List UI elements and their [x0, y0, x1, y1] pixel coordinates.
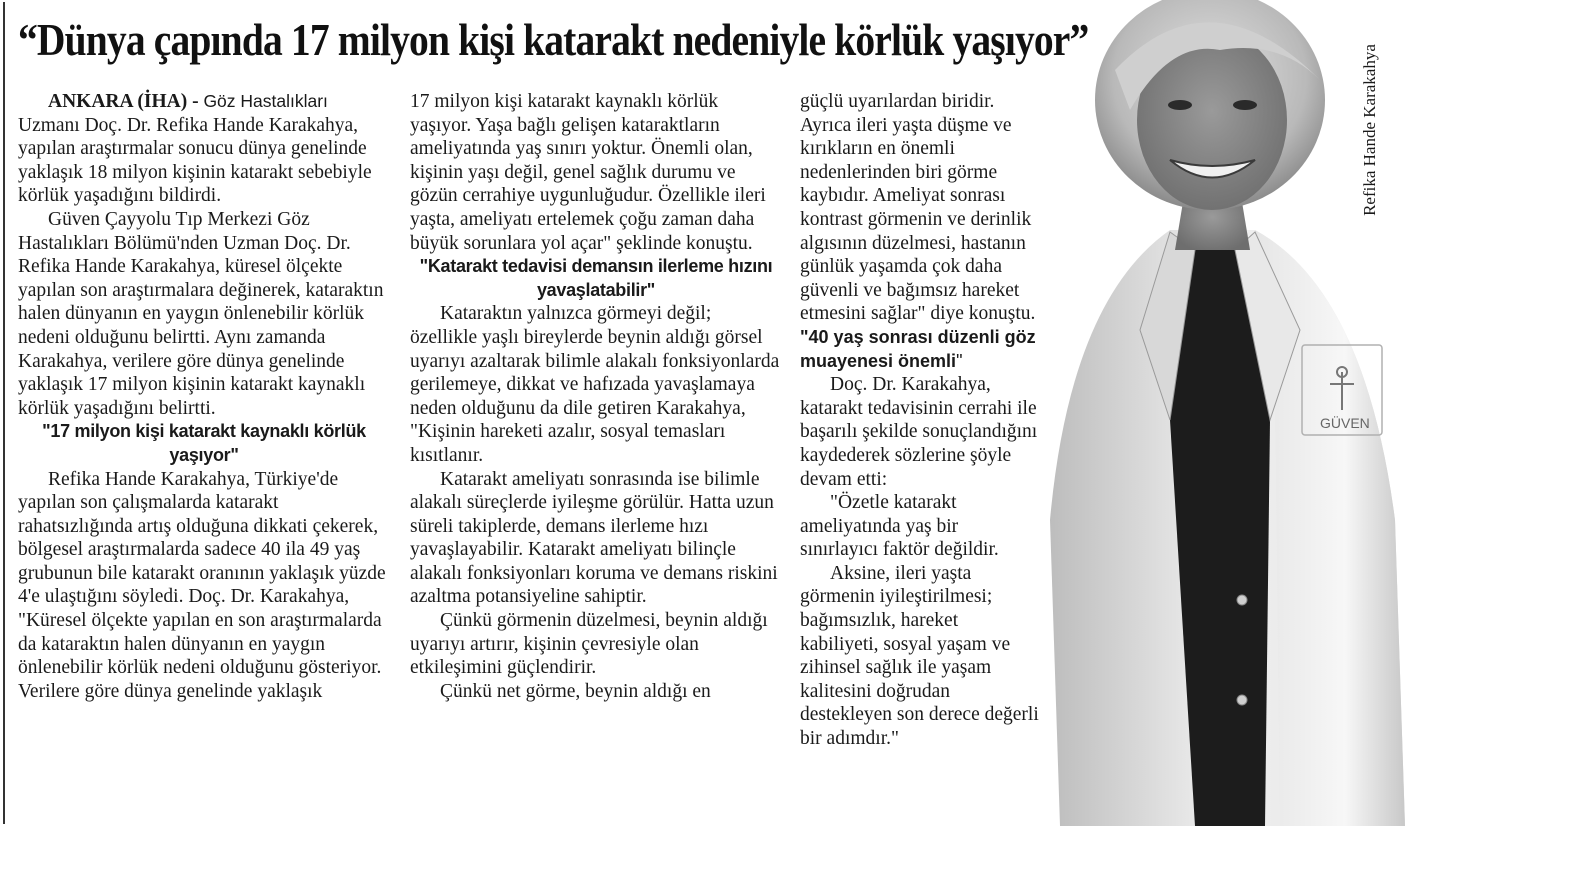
paragraph: Çünkü görmenin düzelmesi, beynin aldığı uyarıyı artırır, kişinin çevresiyle olan etkileşimini güçlendirir.: [410, 610, 768, 679]
paragraph: [18, 90, 390, 208]
subheading-quote-end: ": [956, 350, 963, 371]
paragraph: Aksine, ileri yaşta görmenin iyileştirilmesi; bağımsızlık, hareket kabiliyeti, sosyal yaşam ve zihinsel sağlık ile yaşam kalitesini doğrudan destekleyen son derece değerli bir adımdır.": [800, 562, 1039, 750]
subheading: [800, 326, 1040, 373]
subheading-text: "40 yaş sonrası düzenli göz muayenesi önemli: [800, 326, 1036, 371]
paragraph-text: Uzmanı Doç. Dr. Refika Hande Karakahya, yapılan araştırmalar sonucu dünya genelinde yaklaşık 18 milyon kişinin katarakt sebebiyle körlük yaşadığını bildirdi.: [18, 114, 372, 207]
paragraph: Katarakt ameliyatı sonrasında ise bilimle alakalı süreçlerde iyileşme görülür. Hatta uzun süreli takiplerde, demans ilerleme hızı yavaşlayabilir. Katarakt ameliyatı bilinçle alakalı fonksiyonları koruma ve demans riskini azaltma potansiyeline sahiptir.: [410, 468, 778, 608]
subheading: "Katarakt tedavisi demansın ilerleme hızını yavaşlatabilir": [419, 256, 773, 300]
article-column-1: [18, 90, 390, 703]
paragraph: 17 milyon kişi katarakt kaynaklı körlük yaşıyor. Yaşa bağlı gelişen kataraktların ameliyatında yaş sınırı yoktur. Önemli olan, kişinin yaşı değil, genel sağlık durumu ve gözün cerrahiye uygunluğudur. Özellikle ileri yaşta, ameliyatı ertelemek çoğu zaman daha büyük sorunlara yol açar" şeklinde konuştu.: [410, 91, 766, 254]
paragraph: "Özetle katarakt ameliyatında yaş bir sınırlayıcı faktör değildir.: [800, 492, 999, 561]
paragraph: Çünkü net görme, beynin aldığı en: [440, 680, 711, 702]
lead-text: Göz Hastalıkları: [198, 91, 328, 111]
guven-logo-text: GÜVEN: [1320, 415, 1370, 431]
paragraph: güçlü uyarılardan biridir. Ayrıca ileri yaşta düşme ve kırıkların en önemli nedenlerinden biri görme kaybıdır. Ameliyat sonrası kontrast görmenin ve derinlik algısının düzelmesi, hastanın günlük yaşamda çok daha güvenli ve bağımsız hareket etmesini sağlar" diye konuştu.: [800, 91, 1036, 325]
paragraph: Refika Hande Karakahya, Türkiye'de yapılan son çalışmalarda katarakt rahatsızlığında artış olduğuna dikkati çekerek, bölgesel araştırmalarda sadece 40 ila 49 yaş grubunun bile katarakt oranının yaklaşık yüzde 4'e ulaştığını söyledi. Doç. Dr. Karakahya, "Küresel ölçekte yapılan en son araştırmalarda da kataraktın halen dünyanın en yaygın önlenebilir körlük nedeni olduğunu gösteriyor. Verilere göre dünya genelinde yaklaşık: [18, 468, 386, 702]
paragraph: Güven Çayyolu Tıp Merkezi Göz Hastalıkları Bölümü'nden Uzman Doç. Dr. Refika Hande Karakahya, küresel ölçekte yapılan son araştırmalara değinerek, kataraktın halen dünyanın en yaygın önlenebilir körlük nedeni olduğunu belirtti. Aynı zamanda Karakahya, verilere göre dünya genelinde yaklaşık 17 milyon kişinin katarakt kaynaklı körlük yaşadığını belirtti.: [18, 208, 384, 419]
column-rule: [3, 2, 5, 824]
paragraph: Kataraktın yalnızca görmeyi değil; özellikle yaşlı bireylerde beynin aldığı görsel uyarıyı azaltarak bilimle alakalı fonksiyonlarda gerilemeye, dikkat ve hafızada yavaşlamaya neden olduğunu da dile getiren Karakahya, "Kişinin hareketi azalır, sosyal temasları kısıtlanır.: [410, 303, 780, 466]
photo-credit-text: Refika Hande Karakahya: [1360, 44, 1379, 216]
photo-credit: [1340, 10, 1400, 250]
subheading: "17 milyon kişi katarakt kaynaklı körlük yaşıyor": [42, 421, 366, 465]
article-column-3: [800, 90, 1040, 751]
dateline: ANKARA (İHA) -: [48, 91, 199, 112]
headline: “Dünya çapında 17 milyon kişi katarakt nedeniyle körlük yaşıyor”: [18, 14, 1089, 65]
article-column-2: [410, 90, 782, 703]
paragraph: Doç. Dr. Karakahya, katarakt tedavisinin cerrahi ile başarılı şekilde sonuçlandığını kaydederek sözlerine şöyle devam etti:: [800, 374, 1038, 490]
